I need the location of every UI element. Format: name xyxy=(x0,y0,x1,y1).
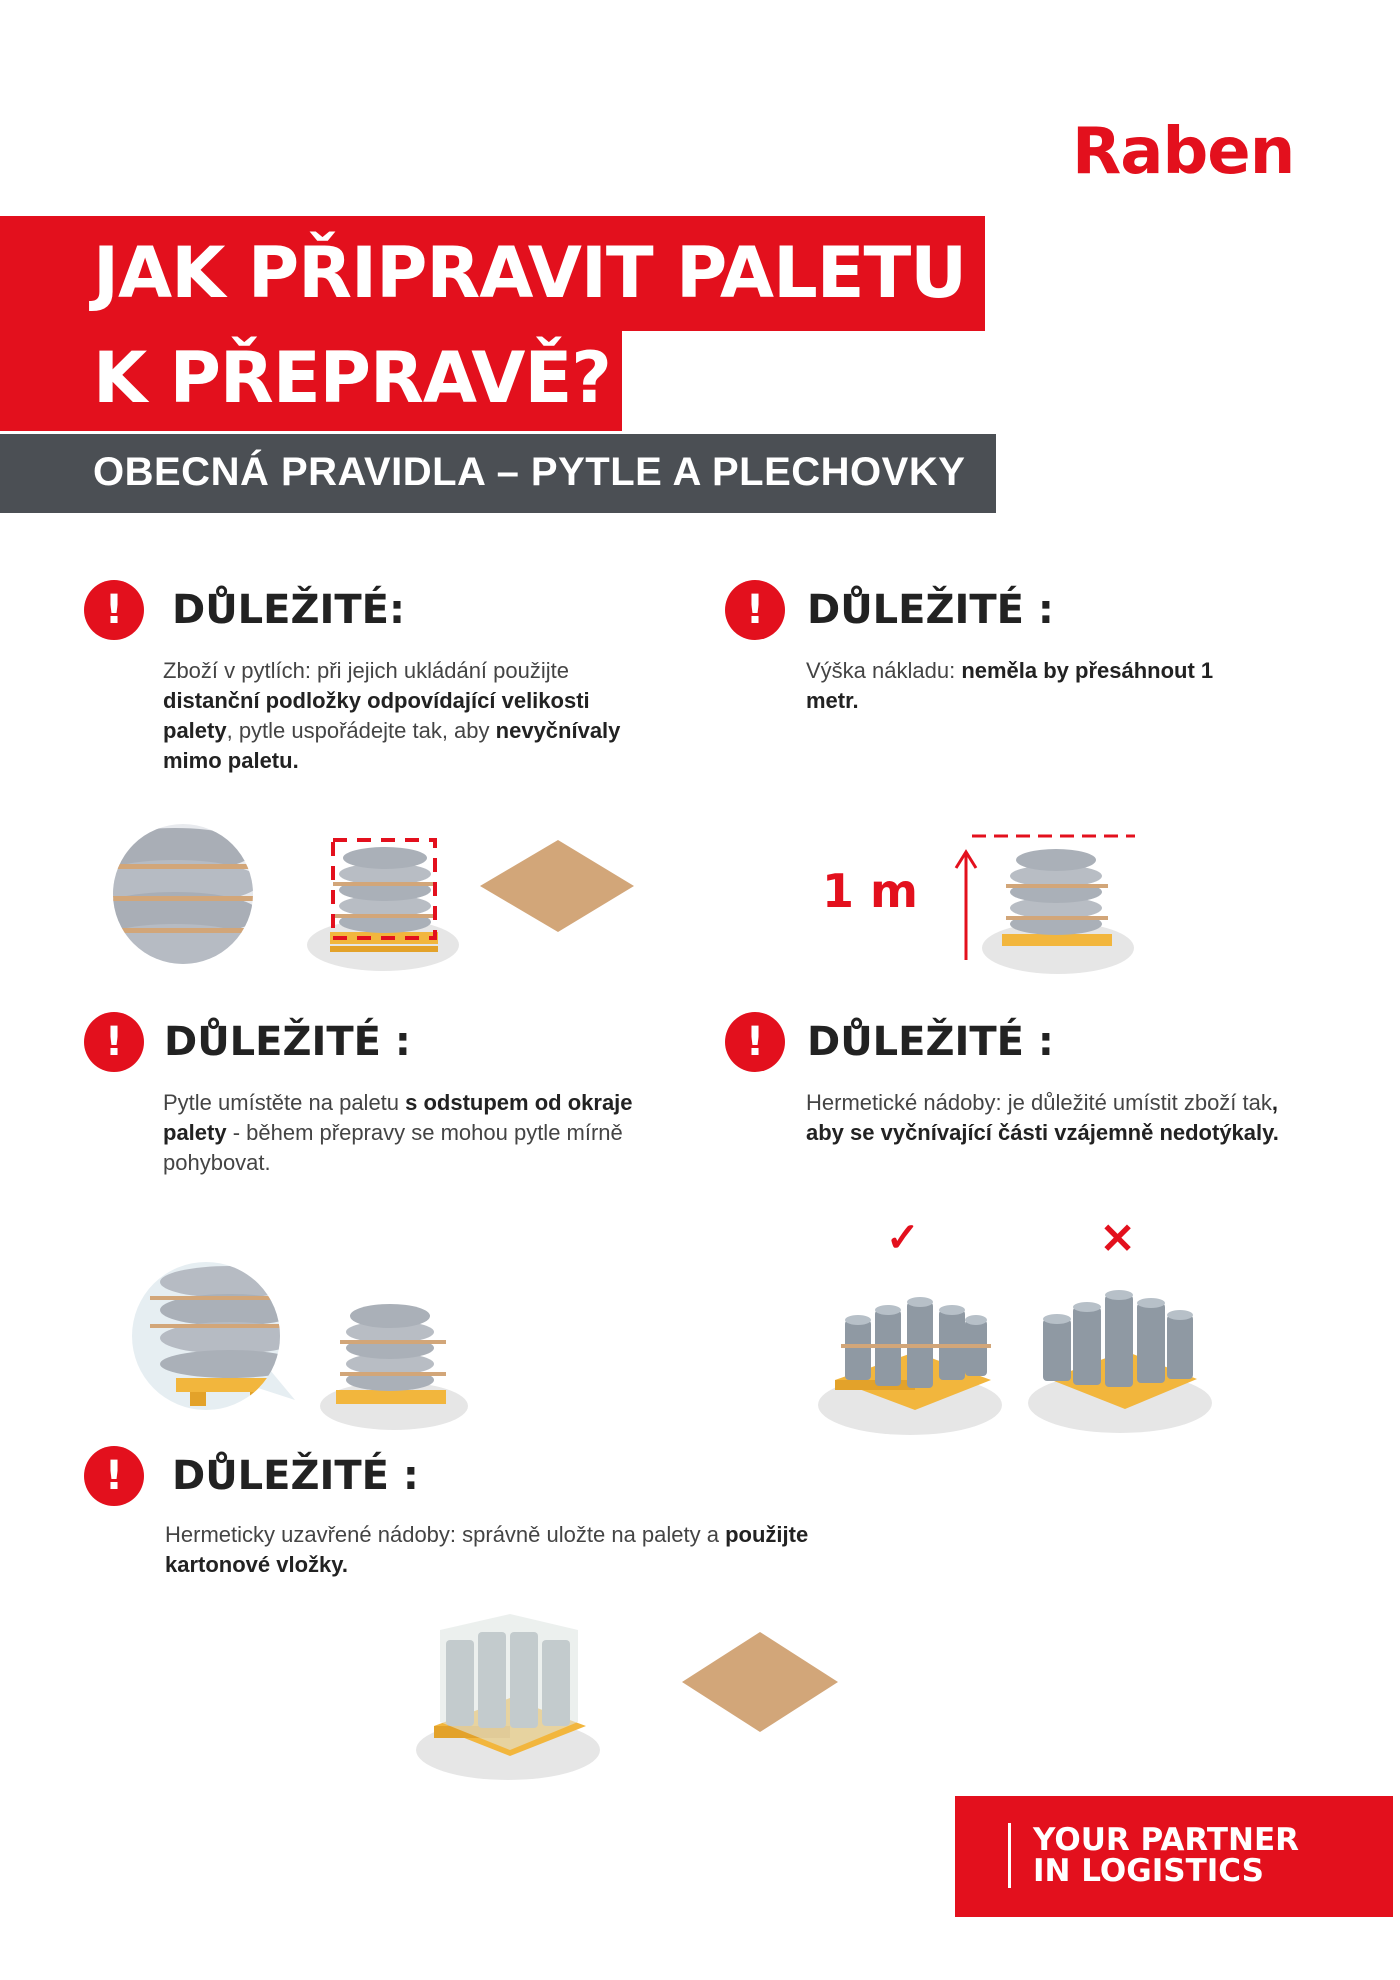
cross-icon: ✕ xyxy=(1100,1215,1136,1262)
section-text xyxy=(163,656,643,776)
raben-logo: Raben xyxy=(1072,115,1295,189)
footer-line-2: IN LOGISTICS xyxy=(1033,1853,1264,1889)
height-label: 1 m xyxy=(822,864,918,918)
bag-stack-on-pallet-icon xyxy=(318,1290,468,1430)
section-text xyxy=(806,1088,1286,1148)
can-stack-correct-icon xyxy=(815,1280,1005,1440)
page-title-line-2: K PŘEPRAVĚ? xyxy=(93,337,611,419)
text-run: Zboží v pytlích: při jejich ukládání použijte xyxy=(163,658,569,683)
section-heading: DŮLEŽITÉ : xyxy=(807,587,1054,633)
section-text xyxy=(806,656,1246,716)
alert-icon: ! xyxy=(84,580,144,640)
text-run: , pytle uspořádejte tak, aby xyxy=(226,718,496,743)
section-heading: DŮLEŽITÉ : xyxy=(164,1019,411,1065)
text-run: neměla by přesáhnout 1 metr. xyxy=(806,658,1214,713)
cardboard-sheet-icon xyxy=(680,1630,850,1740)
page-subtitle: OBECNÁ PRAVIDLA – PYTLE A PLECHOVKY xyxy=(93,450,966,494)
text-run: s odstupem od okraje palety xyxy=(163,1090,633,1145)
text-run: nevyčnívaly mimo paletu. xyxy=(163,718,621,773)
alert-icon: ! xyxy=(84,1012,144,1072)
section-heading: DŮLEŽITÉ : xyxy=(807,1019,1054,1065)
text-run: Výška nákladu: xyxy=(806,658,962,683)
cardboard-sheet-icon xyxy=(478,838,638,938)
footer-line-1: YOUR PARTNER xyxy=(1033,1822,1300,1858)
alert-icon: ! xyxy=(725,580,785,640)
section-text xyxy=(163,1088,643,1178)
footer-slogan xyxy=(1033,1822,1300,1889)
alert-icon: ! xyxy=(84,1446,144,1506)
section-text xyxy=(165,1520,885,1580)
text-run: Pytle umístěte na paletu xyxy=(163,1090,406,1115)
text-run: distanční podložky odpovídající velikosti palety xyxy=(163,688,590,743)
text-run: - během přepravy se mohou pytle mírně pohybovat. xyxy=(163,1120,623,1175)
text-run: , aby se vyčnívající části vzájemně nedotýkaly. xyxy=(806,1090,1279,1145)
wrapped-can-stack-icon xyxy=(410,1610,610,1790)
footer-divider xyxy=(1008,1823,1011,1888)
bag-gap-zoom-icon xyxy=(130,1260,310,1420)
section-heading: DŮLEŽITÉ : xyxy=(172,1453,419,1499)
text-run: Hermetické nádoby: je důležité umístit zboží tak xyxy=(806,1090,1272,1115)
bag-stack-zoom-icon xyxy=(105,820,265,970)
height-limit-icon xyxy=(950,830,1150,990)
alert-icon: ! xyxy=(725,1012,785,1072)
section-heading: DŮLEŽITÉ: xyxy=(172,587,405,633)
text-run: Hermeticky uzavřené nádoby: správně uložte na palety a xyxy=(165,1522,726,1547)
can-stack-wrong-icon xyxy=(1025,1275,1215,1440)
check-icon: ✓ xyxy=(886,1216,920,1260)
text-run: použijte kartonové vložky. xyxy=(165,1522,809,1577)
bag-stack-on-pallet-icon xyxy=(305,830,465,970)
page-title-line-1: JAK PŘIPRAVIT PALETU xyxy=(93,232,967,314)
